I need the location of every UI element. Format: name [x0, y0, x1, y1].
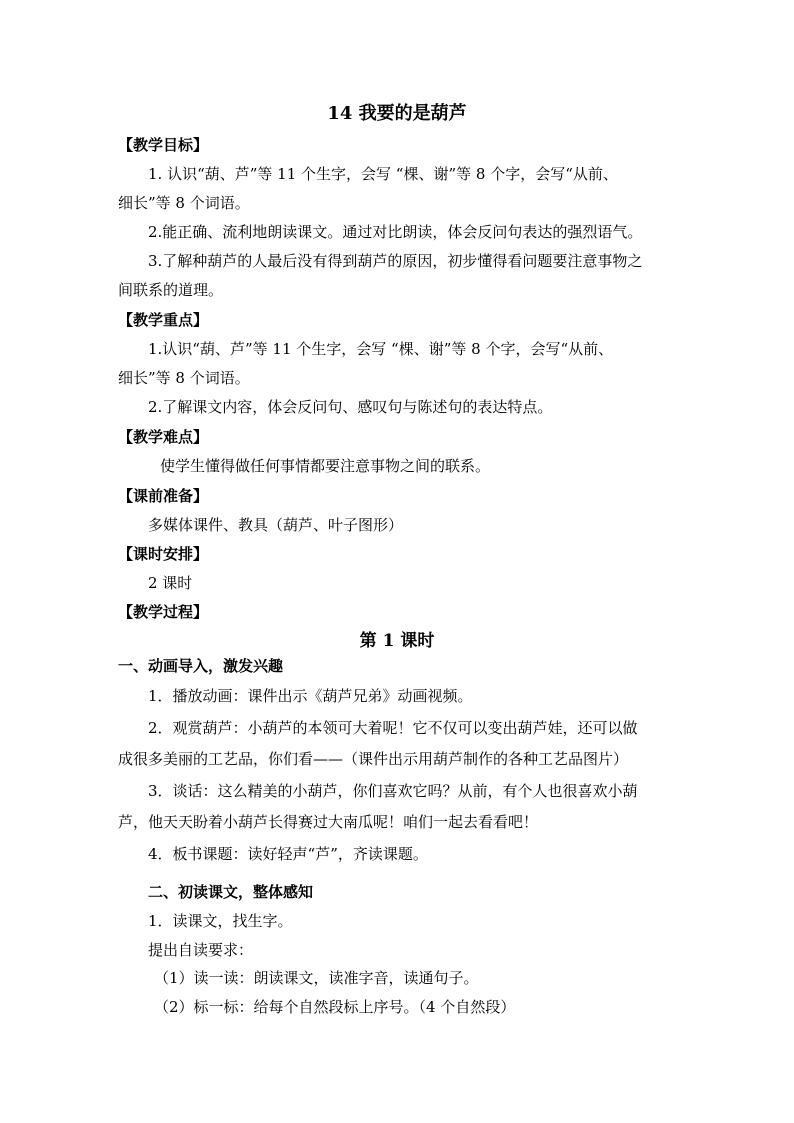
part2-line-4: （2）标一标：给每个自然段标上序号。（4 个自然段） [154, 998, 516, 1016]
part1-line-3: 成很多美丽的工艺品，你们看——（课件出示用葫芦制作的各种工艺品图片） [118, 750, 629, 768]
difficulty-text: 使学生懂得做任何事情都要注意事物之间的联系。 [160, 457, 491, 475]
part1-heading: 一、动画导入，激发兴趣 [118, 657, 284, 675]
part1-line-2: 2．观赏葫芦：小葫芦的本领可大着呢！它不仅可以变出葫芦娃，还可以做 [148, 719, 638, 737]
part2-line-1: 1．读课文，找生字。 [148, 912, 293, 930]
key-heading: 【教学重点】 [118, 311, 209, 329]
difficulty-heading: 【教学难点】 [118, 428, 209, 446]
prep-heading: 【课前准备】 [118, 487, 209, 505]
part1-line-4: 3．谈话：这么精美的小葫芦，你们喜欢它吗？从前，有个人也很喜欢小葫 [148, 782, 638, 800]
goals-line-1: 1. 认识“葫、芦”等 11 个生字，会写 “棵、谢”等 8 个字，会写“从前、 [148, 165, 618, 183]
part2-heading: 二、初读课文，整体感知 [148, 883, 314, 901]
key-line-1: 1.认识“葫、芦”等 11 个生字，会写 “棵、谢”等 8 个字，会写“从前、 [148, 340, 614, 358]
key-line-3: 2.了解课文内容，体会反问句、感叹句与陈述句的表达特点。 [148, 398, 553, 416]
goals-line-4: 3.了解种葫芦的人最后没有得到葫芦的原因，初步懂得看问题要注意事物之 [148, 252, 643, 270]
goals-line-3: 2.能正确、流利地朗读课文。通过对比朗读，体会反问句表达的强烈语气。 [148, 223, 643, 241]
key-line-2: 细长”等 8 个词语。 [118, 369, 250, 387]
part2-line-3: （1）读一读：朗读课文，读准字音，读通句子。 [154, 969, 479, 987]
lesson-title: 第 1 课时 [359, 631, 435, 651]
part1-line-1: 1．播放动画：课件出示《葫芦兄弟》动画视频。 [148, 687, 473, 705]
part1-line-6: 4．板书课题：读好轻声“芦”，齐读课题。 [148, 845, 428, 863]
page-title: 14 我要的是葫芦 [327, 103, 467, 124]
goals-line-5: 间联系的道理。 [118, 281, 224, 299]
part1-line-5: 芦，他天天盼着小葫芦长得赛过大南瓜呢！咱们一起去看看吧！ [118, 813, 539, 831]
part2-line-2: 提出自读要求： [148, 941, 254, 959]
process-heading: 【教学过程】 [118, 603, 209, 621]
goals-heading: 【教学目标】 [118, 136, 209, 154]
schedule-text: 2 课时 [148, 574, 193, 592]
prep-text: 多媒体课件、教具（葫芦、叶子图形） [148, 516, 404, 534]
goals-line-2: 细长”等 8 个词语。 [118, 194, 250, 212]
schedule-heading: 【课时安排】 [118, 545, 209, 563]
